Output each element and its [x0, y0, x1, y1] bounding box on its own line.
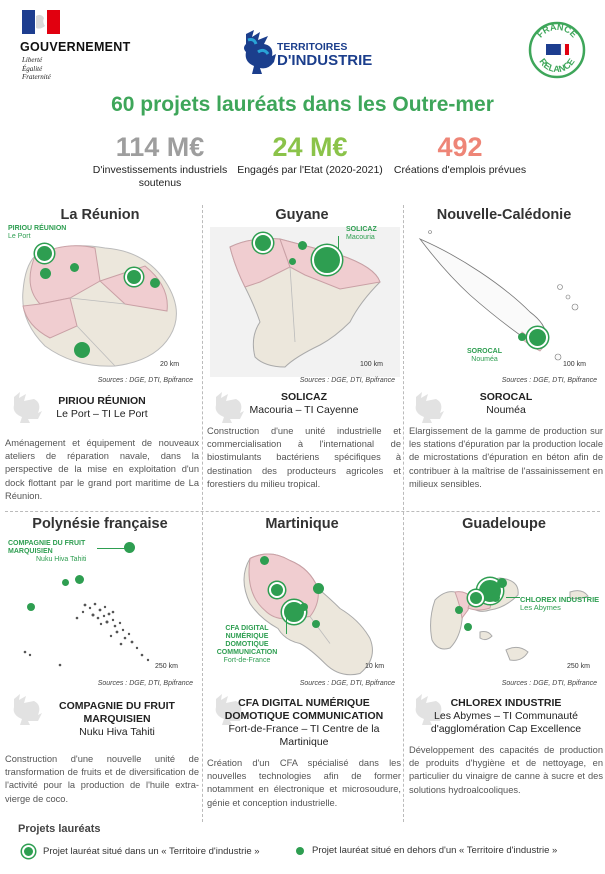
project-description: Développement des capacités de production de produits d'hygiène et de nettoyage, en particulier du vinaigre de canne à sucre et des solutions hydroalcooliques.: [409, 745, 603, 795]
map-scale: 250 km: [155, 663, 178, 670]
project-location: Les Abymes – TI Communauté d'agglomération Cap Excellence: [430, 710, 582, 735]
project-card-martinique: [207, 697, 401, 810]
map-label-name: CHLOREX INDUSTRIE: [520, 595, 600, 604]
source-note: Sources : DGE, DTI, Bpifrance: [97, 680, 193, 687]
map-label-name: PIRIOU RÉUNION: [8, 225, 67, 232]
territory-title-guyane: Guyane: [275, 207, 329, 223]
project-marker-inside-ti: [527, 327, 548, 348]
project-marker: [150, 278, 160, 288]
stat-label: D'investissements industriels soutenus: [92, 164, 228, 189]
project-location: Le Port – TI Le Port: [56, 408, 148, 420]
map-label-place: Macouria: [346, 234, 375, 241]
project-card-guyane: [207, 391, 401, 491]
project-marker: [312, 620, 320, 628]
map-label-name: SOLICAZ: [346, 226, 377, 233]
source-note: Sources : DGE, DTI, Bpifrance: [97, 377, 193, 384]
project-marker: [74, 342, 90, 358]
stat-value: 114 M€: [115, 132, 205, 162]
divider: [202, 512, 203, 822]
divider: [403, 512, 404, 822]
project-marker: [455, 606, 463, 614]
project-marker: [124, 542, 135, 553]
territory-title-polynesie: Polynésie française: [32, 516, 168, 532]
callout-line: [338, 236, 339, 250]
project-marker: [260, 556, 269, 565]
map-label-place: Nuku Hiva Tahiti: [36, 556, 87, 563]
map-label-reunion: [8, 225, 66, 241]
map-nouvelle-caledonie: [410, 222, 600, 382]
svg-text:FRANCE: FRANCE: [534, 21, 580, 40]
page-headline: 60 projets lauréats dans les Outre-mer: [111, 93, 494, 116]
map-label-place: Les Abymes: [520, 603, 561, 612]
map-label-name: SOROCAL: [467, 348, 502, 355]
project-location: Fort-de-France – TI Centre de la Martinique: [228, 723, 380, 748]
project-name: PIRIOU RÉUNION: [58, 395, 146, 407]
project-marker: [497, 578, 507, 588]
project-description: Construction d'une nouvelle unité de transformation de fruits et de diversification de l'activité pour la production de l'huile extra-vierge de coco.: [5, 754, 199, 804]
map-scale: 20 km: [160, 361, 180, 368]
france-relance-badge-icon: [528, 20, 586, 80]
project-marker: [491, 593, 500, 602]
motto-egalite: Égalité: [22, 64, 43, 73]
map-label-place: Le Port: [8, 233, 31, 240]
divider: [202, 205, 203, 515]
stat-value: 24 M€: [272, 132, 348, 162]
dot-marker-icon: [296, 847, 304, 855]
territory-title-nouvelle-caledonie: Nouvelle-Calédonie: [436, 207, 572, 223]
territory-title-reunion: La Réunion: [60, 207, 140, 223]
project-name: SOLICAZ: [280, 391, 328, 403]
project-marker: [70, 263, 79, 272]
project-card-guadeloupe: [409, 697, 603, 797]
stat-label: Créations d'emplois prévues: [393, 164, 527, 176]
project-marker: [62, 579, 69, 586]
legend-label: Projet lauréat situé dans un « Territoire d'industrie »: [43, 846, 260, 857]
project-marker-inside-ti: [125, 268, 143, 286]
project-marker: [27, 603, 35, 611]
project-marker: [289, 258, 296, 265]
project-marker: [300, 603, 308, 611]
map-label-guyane: [346, 226, 377, 242]
rooster-logo-icon: [238, 28, 280, 76]
project-marker-inside-ti: [35, 244, 54, 263]
motto-fraternite: Fraternité: [22, 73, 51, 81]
project-name: CHLOREX INDUSTRIE: [450, 697, 562, 709]
map-scale: 10 km: [365, 663, 385, 670]
map-label-guadeloupe: [520, 596, 599, 612]
map-label-martinique: [207, 625, 287, 665]
divider: [5, 511, 600, 512]
project-marker-cluster: [312, 245, 342, 275]
stat-jobs: [385, 132, 535, 177]
project-card-nouvelle-caledonie: [409, 391, 603, 491]
project-marker: [40, 268, 51, 279]
logo-line-1: TERRITOIRES: [277, 41, 348, 53]
source-note: Sources : DGE, DTI, Bpifrance: [299, 680, 395, 687]
map-label-place: Fort-de-France: [223, 657, 271, 664]
stat-label: Engagés par l'Etat (2020-2021): [237, 164, 383, 176]
marianne-flag-icon: [22, 10, 60, 34]
project-marker-inside-ti: [269, 582, 285, 598]
project-marker: [75, 575, 84, 584]
project-card-reunion: [5, 395, 199, 503]
map-label-name: CFA DIGITAL NUMÉRIQUE DOMOTIQUE COMMUNICATION: [216, 625, 278, 656]
map-polynesie: [5, 540, 195, 700]
territoires-industrie-logo: [277, 40, 372, 68]
map-guadeloupe: [410, 540, 600, 700]
project-marker: [464, 623, 472, 631]
legend-item-outside: [296, 845, 557, 856]
project-name: COMPAGNIE DU FRUIT MARQUISIEN: [59, 700, 175, 725]
map-label-name: COMPAGNIE DU FRUIT MARQUISIEN: [8, 540, 86, 555]
map-scale: 100 km: [360, 361, 383, 368]
project-description: Aménagement et équipement de nouveaux ateliers de réparation navale, dans la perspective de la mise en exploitation d'un dock flottant par le grand port maritime de La Réunion.: [5, 438, 199, 501]
project-description: Création d'un CFA spécialisé dans les nouvelles technologies afin de former notamment en électronique et microsoudure, génie et conception industrielle.: [207, 758, 401, 808]
project-marker-inside-ti: [253, 233, 273, 253]
source-note: Sources : DGE, DTI, Bpifrance: [501, 377, 597, 384]
stat-value: 492: [437, 132, 483, 162]
project-name: CFA DIGITAL NUMÉRIQUE DOMOTIQUE COMMUNICATION: [224, 697, 384, 722]
project-location: Nouméa: [486, 404, 526, 416]
project-card-polynesie: [5, 700, 199, 806]
motto-liberte: Liberté: [22, 56, 43, 64]
svg-text:RELANCE: RELANCE: [537, 56, 577, 75]
government-title: GOUVERNEMENT: [20, 40, 131, 54]
project-description: Construction d'une unité industrielle et commercialisation à l'international de biostimulants bactériens spécifiques à destination des producteurs agricoles et forestiers du milieu tropical.: [207, 426, 401, 489]
legend-item-inside: [22, 845, 260, 858]
project-location: Macouria – TI Cayenne: [249, 404, 359, 416]
project-name: SOROCAL: [479, 391, 533, 403]
ring-marker-icon: [22, 845, 35, 858]
map-label-place: Nouméa: [471, 356, 498, 363]
stat-state-funding: [235, 132, 385, 177]
map-label-nouvelle-caledonie: [467, 348, 502, 364]
project-marker-inside-ti: [468, 590, 484, 606]
territory-title-martinique: Martinique: [265, 516, 339, 532]
project-marker: [298, 241, 307, 250]
map-scale: 250 km: [567, 663, 590, 670]
project-marker: [313, 583, 324, 594]
project-marker: [518, 333, 526, 341]
legend-label: Projet lauréat situé en dehors d'un « Territoire d'industrie »: [312, 845, 558, 856]
source-note: Sources : DGE, DTI, Bpifrance: [299, 377, 395, 384]
source-note: Sources : DGE, DTI, Bpifrance: [501, 680, 597, 687]
legend-title: Projets lauréats: [18, 823, 101, 835]
logo-line-2: D'INDUSTRIE: [277, 52, 373, 69]
territory-title-guadeloupe: Guadeloupe: [462, 516, 546, 532]
government-motto: [22, 56, 51, 82]
project-location: Nuku Hiva Tahiti: [79, 726, 155, 738]
callout-line: [506, 597, 520, 598]
map-scale: 100 km: [563, 361, 586, 368]
divider: [403, 205, 404, 515]
stat-investments: [85, 132, 235, 190]
project-description: Elargissement de la gamme de production sur les stations d'épuration par la production locale de microstations d'épuration en béton afin de contribuer à la maîtrise de l'assainissement en milieux sensibles.: [409, 426, 603, 489]
